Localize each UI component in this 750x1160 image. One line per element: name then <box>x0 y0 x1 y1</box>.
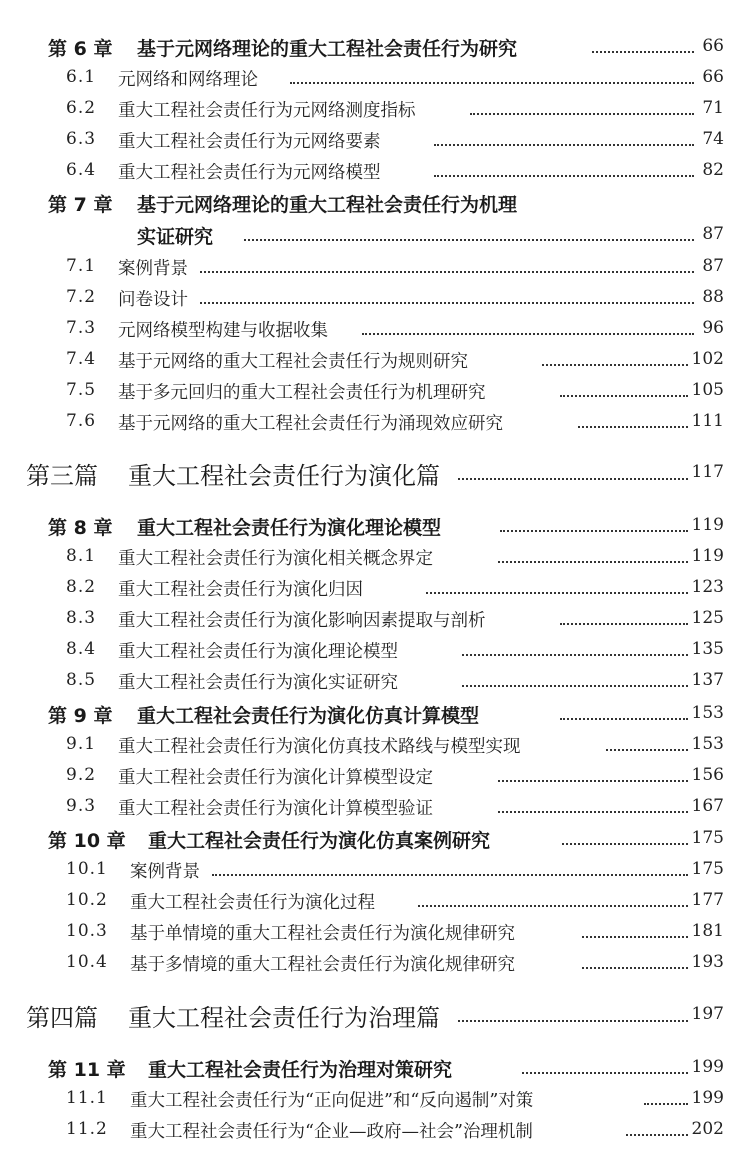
toc-section-8-4[interactable] <box>0 633 750 663</box>
section-number: 6.4 <box>66 160 97 180</box>
part-number: 第四篇 <box>26 1004 98 1032</box>
leader-dots <box>470 113 694 115</box>
leader-dots <box>606 749 688 751</box>
section-title: 问卷设计 <box>118 290 188 310</box>
toc-section-10-4[interactable] <box>0 946 750 976</box>
section-title: 重大工程社会责任行为演化相关概念界定 <box>118 549 433 569</box>
chapter-title: 重大工程社会责任行为演化仿真计算模型 <box>137 705 480 727</box>
chapter-number: 第 11 章 <box>48 1059 126 1081</box>
part-title: 重大工程社会责任行为演化篇 <box>128 462 440 490</box>
section-title: 案例背景 <box>118 259 188 279</box>
leader-dots <box>462 685 688 687</box>
section-title: 重大工程社会责任行为“正向促进”和“反向遏制”对策 <box>130 1091 534 1111</box>
toc-chapter-7[interactable] <box>0 186 750 216</box>
section-number: 9.2 <box>66 765 97 785</box>
toc-section-6-1[interactable] <box>0 61 750 91</box>
page-number: 105 <box>691 380 724 400</box>
section-title: 重大工程社会责任行为演化仿真技术路线与模型实现 <box>118 737 521 757</box>
toc-section-10-2[interactable] <box>0 884 750 914</box>
page-number: 199 <box>691 1088 724 1108</box>
toc-section-7-2[interactable] <box>0 281 750 311</box>
part-title: 重大工程社会责任行为治理篇 <box>128 1004 440 1032</box>
page-number: 74 <box>702 129 724 149</box>
section-title: 重大工程社会责任行为元网络测度指标 <box>118 101 416 121</box>
chapter-number: 第 10 章 <box>48 830 126 852</box>
leader-dots <box>458 478 688 480</box>
page-number: 111 <box>691 411 724 431</box>
leader-dots <box>498 780 688 782</box>
section-title: 基于元网络的重大工程社会责任行为规则研究 <box>118 352 468 372</box>
toc-section-7-4[interactable] <box>0 343 750 373</box>
page-number: 175 <box>691 828 724 848</box>
section-number: 10.1 <box>66 859 108 879</box>
chapter-title: 基于元网络理论的重大工程社会责任行为研究 <box>137 38 518 60</box>
section-number: 9.1 <box>66 734 97 754</box>
page-number: 123 <box>691 577 724 597</box>
toc-section-10-1[interactable] <box>0 853 750 883</box>
section-number: 11.1 <box>66 1088 108 1108</box>
section-title: 基于多情境的重大工程社会责任行为演化规律研究 <box>130 955 515 975</box>
leader-dots <box>560 718 688 720</box>
section-title: 重大工程社会责任行为演化影响因素提取与剖析 <box>118 611 486 631</box>
leader-dots <box>582 936 688 938</box>
page-number: 66 <box>702 67 724 87</box>
toc-section-7-1[interactable] <box>0 250 750 280</box>
section-title: 基于元网络的重大工程社会责任行为涌现效应研究 <box>118 414 503 434</box>
page-number: 66 <box>702 36 724 56</box>
toc-chapter-9[interactable] <box>0 697 750 727</box>
leader-dots <box>200 271 694 273</box>
leader-dots <box>498 811 688 813</box>
section-title: 重大工程社会责任行为演化计算模型验证 <box>118 799 433 819</box>
toc-part-4[interactable] <box>0 998 750 1034</box>
section-number: 8.2 <box>66 577 97 597</box>
leader-dots <box>560 395 688 397</box>
toc-chapter-8[interactable] <box>0 509 750 539</box>
section-title: 元网络模型构建与收据收集 <box>118 321 328 341</box>
section-number: 7.3 <box>66 318 97 338</box>
page-number: 88 <box>702 287 724 307</box>
leader-dots <box>592 51 694 53</box>
toc-section-6-4[interactable] <box>0 154 750 184</box>
toc-section-7-5[interactable] <box>0 374 750 404</box>
page-number: 82 <box>702 160 724 180</box>
leader-dots <box>500 530 688 532</box>
section-number: 7.1 <box>66 256 97 276</box>
leader-dots <box>542 364 688 366</box>
section-number: 6.3 <box>66 129 97 149</box>
page-number: 193 <box>691 952 724 972</box>
section-number: 9.3 <box>66 796 97 816</box>
leader-dots <box>200 302 694 304</box>
toc-section-8-2[interactable] <box>0 571 750 601</box>
toc-chapter-7-continued[interactable] <box>0 218 750 248</box>
section-title: 重大工程社会责任行为演化过程 <box>130 893 375 913</box>
leader-dots <box>290 82 694 84</box>
chapter-title: 重大工程社会责任行为演化理论模型 <box>137 517 442 539</box>
page-number: 87 <box>702 224 724 244</box>
section-number: 7.6 <box>66 411 97 431</box>
toc-section-9-1[interactable] <box>0 728 750 758</box>
leader-dots <box>458 1020 688 1022</box>
toc-section-10-3[interactable] <box>0 915 750 945</box>
page-number: 71 <box>702 98 724 118</box>
section-number: 7.5 <box>66 380 97 400</box>
toc-section-9-3[interactable] <box>0 790 750 820</box>
section-title: 案例背景 <box>130 862 200 882</box>
section-number: 8.1 <box>66 546 97 566</box>
leader-dots <box>560 623 688 625</box>
page-number: 199 <box>691 1057 724 1077</box>
chapter-number: 第 6 章 <box>48 38 113 60</box>
page-number: 202 <box>691 1119 724 1139</box>
chapter-title: 重大工程社会责任行为治理对策研究 <box>148 1059 453 1081</box>
leader-dots <box>582 967 688 969</box>
leader-dots <box>498 561 688 563</box>
page-number: 117 <box>691 462 724 482</box>
section-title: 基于多元回归的重大工程社会责任行为机理研究 <box>118 383 486 403</box>
page-number: 96 <box>702 318 724 338</box>
toc-part-3[interactable] <box>0 456 750 492</box>
section-number: 11.2 <box>66 1119 108 1139</box>
section-title: 重大工程社会责任行为“企业—政府—社会”治理机制 <box>130 1122 533 1142</box>
leader-dots <box>362 333 694 335</box>
toc-section-8-1[interactable] <box>0 540 750 570</box>
toc-section-7-3[interactable] <box>0 312 750 342</box>
leader-dots <box>522 1072 688 1074</box>
leader-dots <box>434 175 694 177</box>
toc-section-8-3[interactable] <box>0 602 750 632</box>
toc-section-11-1[interactable] <box>0 1082 750 1112</box>
leader-dots <box>434 144 694 146</box>
page-number: 197 <box>691 1004 724 1024</box>
leader-dots <box>462 654 688 656</box>
page-number: 102 <box>691 349 724 369</box>
chapter-number: 第 8 章 <box>48 517 113 539</box>
page-number: 177 <box>691 890 724 910</box>
page-number: 135 <box>691 639 724 659</box>
section-title: 重大工程社会责任行为演化理论模型 <box>118 642 398 662</box>
page-number: 156 <box>691 765 724 785</box>
toc-chapter-10[interactable] <box>0 822 750 852</box>
section-number: 8.4 <box>66 639 97 659</box>
leader-dots <box>212 874 688 876</box>
page-number: 181 <box>691 921 724 941</box>
section-title: 重大工程社会责任行为演化实证研究 <box>118 673 398 693</box>
chapter-number: 第 9 章 <box>48 705 113 727</box>
section-number: 8.5 <box>66 670 97 690</box>
leader-dots <box>562 843 688 845</box>
toc-section-11-2[interactable] <box>0 1113 750 1143</box>
page-number: 153 <box>691 734 724 754</box>
section-number: 7.4 <box>66 349 97 369</box>
leader-dots <box>578 426 688 428</box>
section-number: 10.2 <box>66 890 108 910</box>
leader-dots <box>626 1134 688 1136</box>
chapter-title-continued: 实证研究 <box>137 226 214 248</box>
section-title: 重大工程社会责任行为演化归因 <box>118 580 363 600</box>
section-number: 10.3 <box>66 921 108 941</box>
toc-section-9-2[interactable] <box>0 759 750 789</box>
chapter-title: 重大工程社会责任行为演化仿真案例研究 <box>148 830 491 852</box>
toc-section-6-2[interactable] <box>0 92 750 122</box>
part-number: 第三篇 <box>26 462 98 490</box>
page-number: 175 <box>691 859 724 879</box>
chapter-title: 基于元网络理论的重大工程社会责任行为机理 <box>137 194 518 216</box>
section-title: 重大工程社会责任行为元网络模型 <box>118 163 381 183</box>
section-title: 重大工程社会责任行为演化计算模型设定 <box>118 768 433 788</box>
page-number: 119 <box>691 546 724 566</box>
page-number: 167 <box>691 796 724 816</box>
toc-chapter-6[interactable] <box>0 30 750 60</box>
section-number: 8.3 <box>66 608 97 628</box>
toc-section-7-6[interactable] <box>0 405 750 435</box>
page-number: 137 <box>691 670 724 690</box>
leader-dots <box>244 239 694 241</box>
section-title: 重大工程社会责任行为元网络要素 <box>118 132 381 152</box>
toc-section-8-5[interactable] <box>0 664 750 694</box>
page-number: 119 <box>691 515 724 535</box>
page-number: 125 <box>691 608 724 628</box>
page-number: 87 <box>702 256 724 276</box>
chapter-number: 第 7 章 <box>48 194 113 216</box>
section-number: 6.1 <box>66 67 97 87</box>
toc-section-6-3[interactable] <box>0 123 750 153</box>
page-number: 153 <box>691 703 724 723</box>
leader-dots <box>644 1103 688 1105</box>
section-number: 7.2 <box>66 287 97 307</box>
section-title: 基于单情境的重大工程社会责任行为演化规律研究 <box>130 924 515 944</box>
section-title: 元网络和网络理论 <box>118 70 258 90</box>
section-number: 10.4 <box>66 952 108 972</box>
section-number: 6.2 <box>66 98 97 118</box>
toc-chapter-11[interactable] <box>0 1051 750 1081</box>
leader-dots <box>426 592 688 594</box>
leader-dots <box>418 905 688 907</box>
